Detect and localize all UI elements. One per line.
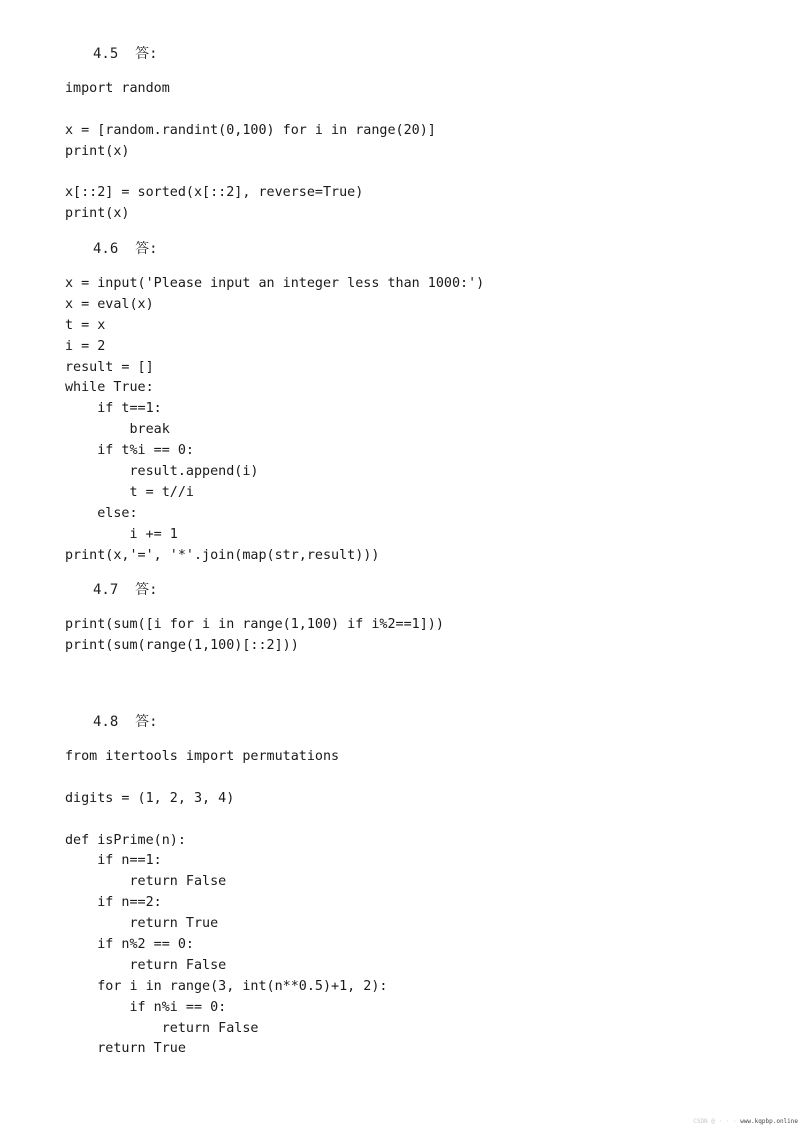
code-line: x = [random.randint(0,100) for i in range(20)]: [65, 122, 436, 138]
code-block-4-5: [65, 79, 436, 225]
watermark-faint: CSDN @ · · ·: [693, 1118, 737, 1125]
code-line: return False: [65, 957, 227, 973]
code-line: if n%2 == 0:: [65, 937, 194, 953]
watermark-site: www.kqpbp.online: [740, 1118, 798, 1125]
code-line: print(sum([i for i in range(1,100) if i%2==1])): [65, 617, 444, 632]
code-line: from itertools import permutations: [65, 749, 340, 764]
code-line: if t%i == 0:: [65, 443, 194, 459]
code-line: if n%i == 0:: [65, 999, 227, 1015]
code-line: print(x): [65, 143, 130, 159]
code-line: digits = (1, 2, 3, 4): [65, 790, 235, 806]
code-line: i += 1: [65, 526, 178, 542]
code-block-4-6: [65, 274, 484, 566]
code-line: if t==1:: [65, 401, 162, 417]
code-line: result = []: [65, 359, 154, 375]
code-line: [65, 768, 387, 789]
code-line: if n==2:: [65, 895, 162, 911]
code-line: result.append(i): [65, 464, 259, 480]
code-line: [65, 163, 436, 184]
code-line: t = x: [65, 317, 106, 333]
code-line: x[::2] = sorted(x[::2], reverse=True): [65, 185, 364, 201]
code-line: def isPrime(n):: [65, 832, 186, 848]
code-block-4-8: [65, 747, 387, 1060]
code-line: [65, 810, 387, 831]
code-line: print(x,'=', '*'.join(map(str,result))): [65, 547, 380, 563]
code-line: x = input('Please input an integer less than 1000:'): [65, 276, 485, 291]
code-line: return False: [65, 874, 227, 890]
code-line: print(sum(range(1,100)[::2])): [65, 637, 299, 653]
section-heading-4-7: 4.7 答:: [93, 582, 158, 598]
code-line: [65, 100, 436, 121]
code-block-4-7: [65, 615, 444, 657]
watermark: [693, 1118, 798, 1125]
section-heading-4-6: 4.6 答:: [93, 241, 158, 257]
section-heading-4-8: 4.8 答:: [93, 714, 158, 730]
code-line: x = eval(x): [65, 296, 154, 312]
code-line: print(x): [65, 206, 130, 222]
code-line: for i in range(3, int(n**0.5)+1, 2):: [65, 978, 388, 994]
section-heading-4-5: 4.5 答:: [93, 46, 158, 62]
code-line: return False: [65, 1020, 259, 1036]
code-line: return True: [65, 1041, 186, 1057]
code-line: else:: [65, 505, 138, 521]
code-line: if n==1:: [65, 853, 162, 869]
code-line: break: [65, 422, 170, 438]
code-line: while True:: [65, 380, 154, 396]
code-line: t = t//i: [65, 484, 194, 500]
code-line: i = 2: [65, 338, 106, 354]
code-line: return True: [65, 916, 219, 932]
code-line: import random: [65, 81, 170, 96]
